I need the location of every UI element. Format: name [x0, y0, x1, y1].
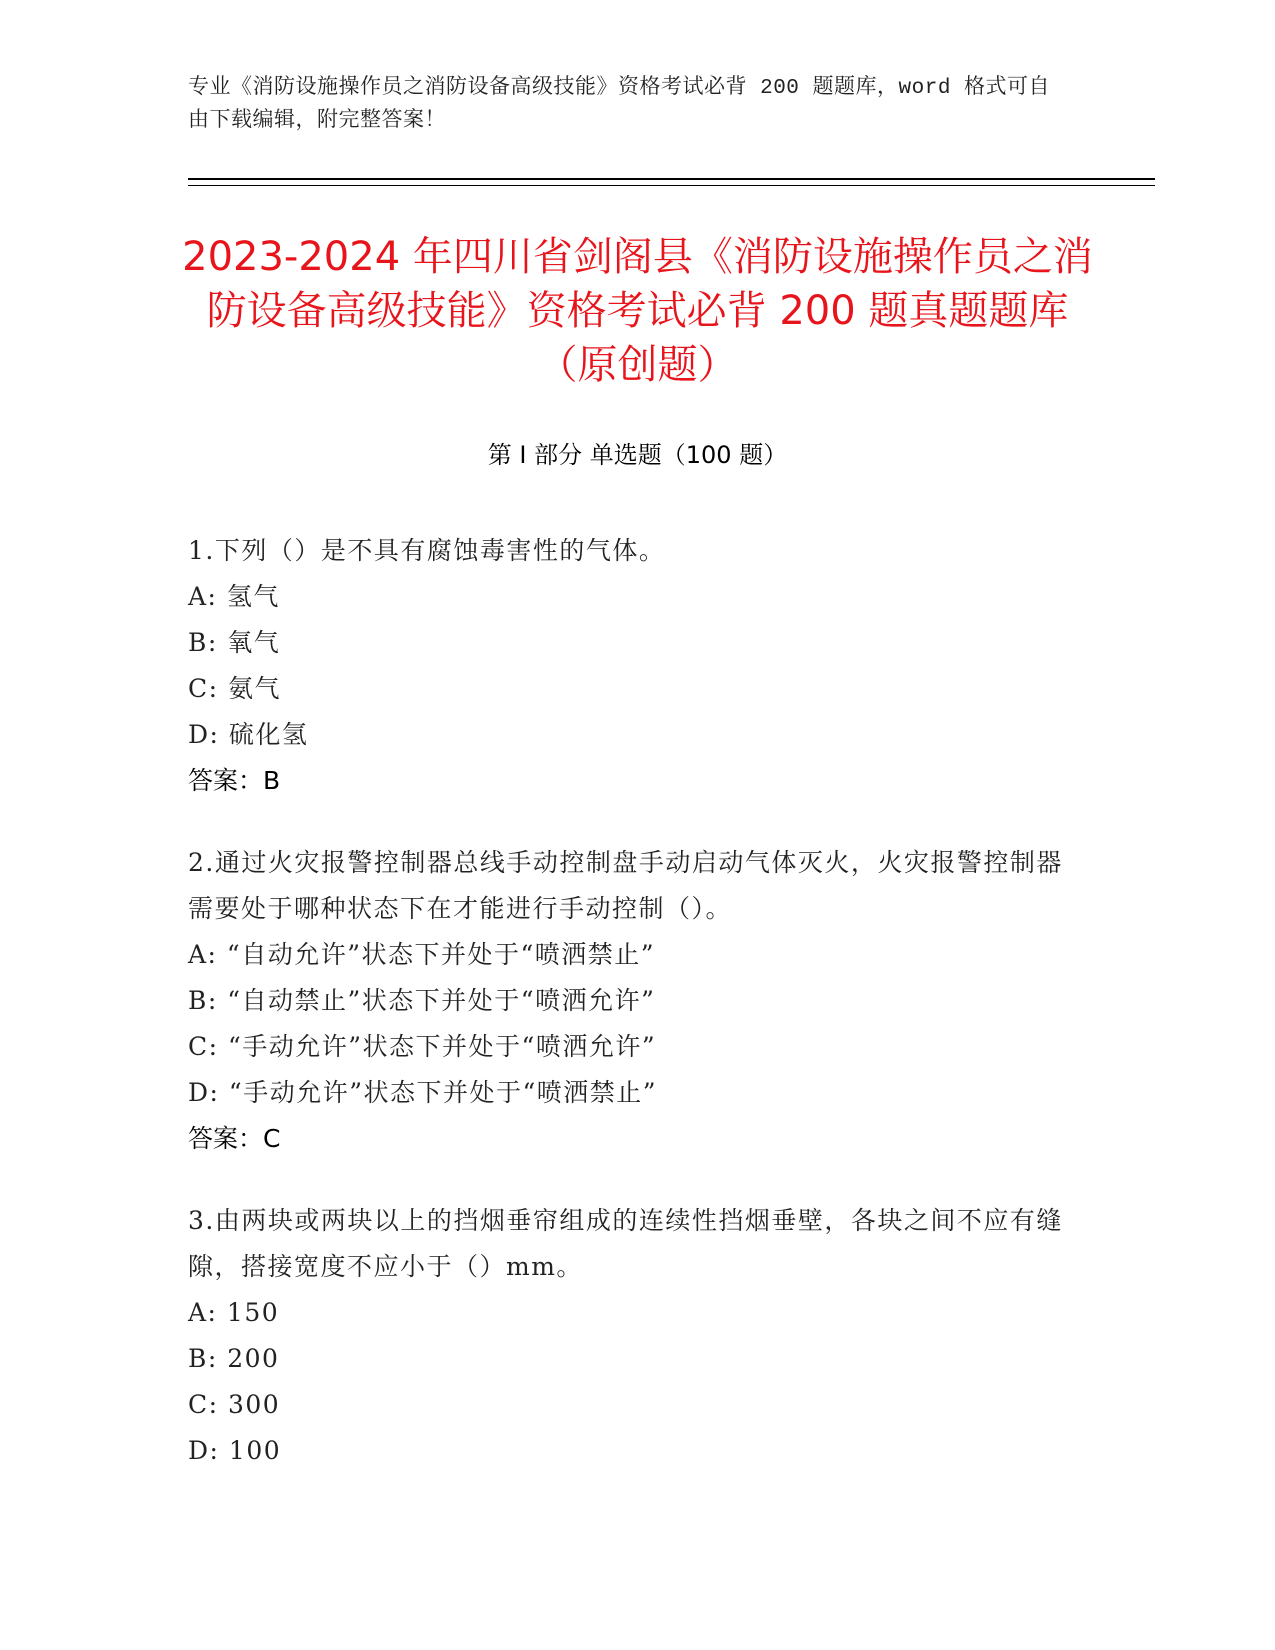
- answer: 答案：B: [188, 766, 281, 795]
- option-a: A: 150: [188, 1298, 280, 1327]
- option-d: D: 硫化氢: [188, 720, 309, 749]
- question-stem: 1.下列（）是不具有腐蚀毒害性的气体。: [188, 536, 666, 565]
- option-a: A: “自动允许”状态下并处于“喷洒禁止”: [188, 940, 656, 969]
- option-d: D: “手动允许”状态下并处于“喷洒禁止”: [188, 1078, 658, 1107]
- option-c: C: 300: [188, 1390, 281, 1419]
- option-c: C: “手动允许”状态下并处于“喷洒允许”: [188, 1032, 657, 1061]
- option-a: A: 氢气: [188, 582, 280, 611]
- question-stem: 2.通过火灾报警控制器总线手动控制盘手动启动气体灭火，火灾报警控制器需要处于哪种状态下在才能进行手动控制（）。: [188, 848, 1063, 923]
- header-note: 专业《消防设施操作员之消防设备高级技能》资格考试必背 200 题题库，word 格式可自由下载编辑，附完整答案！: [188, 77, 1051, 133]
- question-2: [188, 840, 1068, 1162]
- option-b: B: 氧气: [188, 628, 281, 657]
- question-stem: 3.由两块或两块以上的挡烟垂帘组成的连续性挡烟垂壁，各块之间不应有缝隙，搭接宽度不应小于（）mm。: [188, 1206, 1063, 1281]
- question-3: [188, 1198, 1068, 1474]
- answer: 答案：C: [188, 1124, 281, 1153]
- header-rule-thin: [188, 185, 1155, 186]
- option-c: C: 氨气: [188, 674, 281, 703]
- section-title: 第 I 部分 单选题（100 题）: [487, 441, 788, 469]
- option-d: D: 100: [188, 1436, 282, 1465]
- document-title: 2023-2024 年四川省剑阁县《消防设施操作员之消防设备高级技能》资格考试必背 200 题真题题库（原创题）: [182, 234, 1093, 388]
- option-b: B: 200: [188, 1344, 280, 1373]
- option-b: B: “自动禁止”状态下并处于“喷洒允许”: [188, 986, 656, 1015]
- question-list: [188, 528, 1068, 1510]
- question-1: [188, 528, 1068, 804]
- header-rule-thick: [188, 178, 1155, 180]
